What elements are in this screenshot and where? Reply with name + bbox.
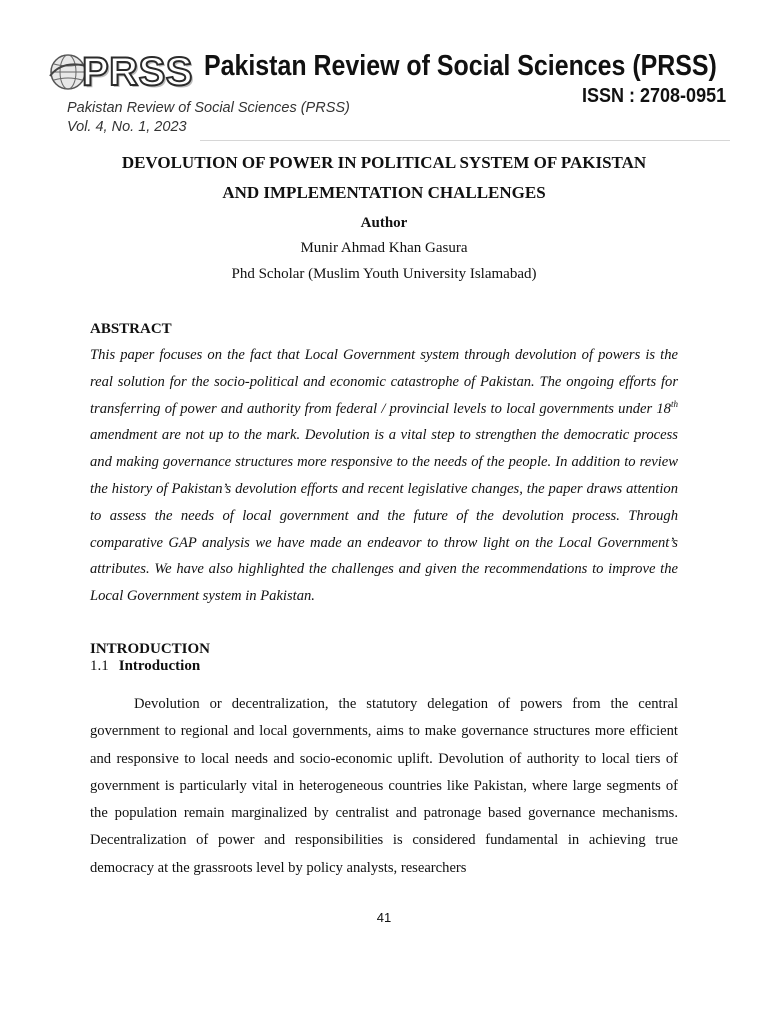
page-number: 41 <box>376 910 392 925</box>
author-name: Munir Ahmad Khan Gasura <box>300 240 468 256</box>
paper-title-line-1: DEVOLUTION OF POWER IN POLITICAL SYSTEM OF PAKISTAN <box>121 153 647 172</box>
subsection-heading <box>90 657 200 675</box>
abstract-text-part-1: This paper focuses on the fact that Local Government system through devolution of powers is the real solution for the socio-political and economic catastrophe of Pakistan. The ongoing efforts for transferring of power and authority from federal / provincial levels to local governments under 18 <box>90 347 678 417</box>
journal-masthead <box>0 0 768 145</box>
issn-label: ISSN : 2708-0951 <box>581 85 726 107</box>
introduction-heading: INTRODUCTION <box>90 641 211 657</box>
subsection-number: 1.1 <box>90 658 109 674</box>
journal-logo <box>48 50 193 94</box>
abstract-text-part-2: amendment are not up to the mark. Devolution is a vital step to strengthen the democratic process and making governance structures more responsive to the needs of the people. In addition to review the history of Pakistan’s devolution efforts and recent legislative changes, the paper draws attention to assess the needs of local government and the future of the devolution process. Through comparative GAP analysis we have made an endeavor to throw light on the Local Government’s attributes. We have also highlighted the challenges and given the recommendations to improve the Local Government system in Pakistan. <box>90 427 678 605</box>
introduction-paragraph: Devolution or decentralization, the statutory delegation of powers from the central government to regional and local governments, aims to make governance structures more efficient and responsive to local needs and socio-economic uplift. Devolution of authority to local tiers of government is particularly vital in heterogeneous countries like Pakistan, where large segments of the population remain marginalized by centralist and patronage based governance mechanisms. Decentralization of power and responsibilities is considered fundamental in achieving true democracy at the grassroots level by policy analysts, researchers <box>90 696 678 876</box>
author-label: Author <box>360 215 408 231</box>
abstract-heading: ABSTRACT <box>90 321 172 337</box>
logo-wordmark: PRSS <box>82 50 193 94</box>
volume-issue: Vol. 4, No. 1, 2023 <box>67 119 187 135</box>
journal-subtitle: Pakistan Review of Social Sciences (PRSS) <box>67 100 350 116</box>
header-divider <box>200 140 730 141</box>
author-affiliation: Phd Scholar (Muslim Youth University Islamabad) <box>231 266 537 282</box>
superscript: th <box>670 398 678 409</box>
abstract-text <box>90 342 678 610</box>
journal-title: Pakistan Review of Social Sciences (PRSS) <box>204 50 717 82</box>
subsection-title: Introduction <box>118 658 201 674</box>
paper-title-line-2: AND IMPLEMENTATION CHALLENGES <box>222 183 546 202</box>
title-block <box>60 148 708 287</box>
